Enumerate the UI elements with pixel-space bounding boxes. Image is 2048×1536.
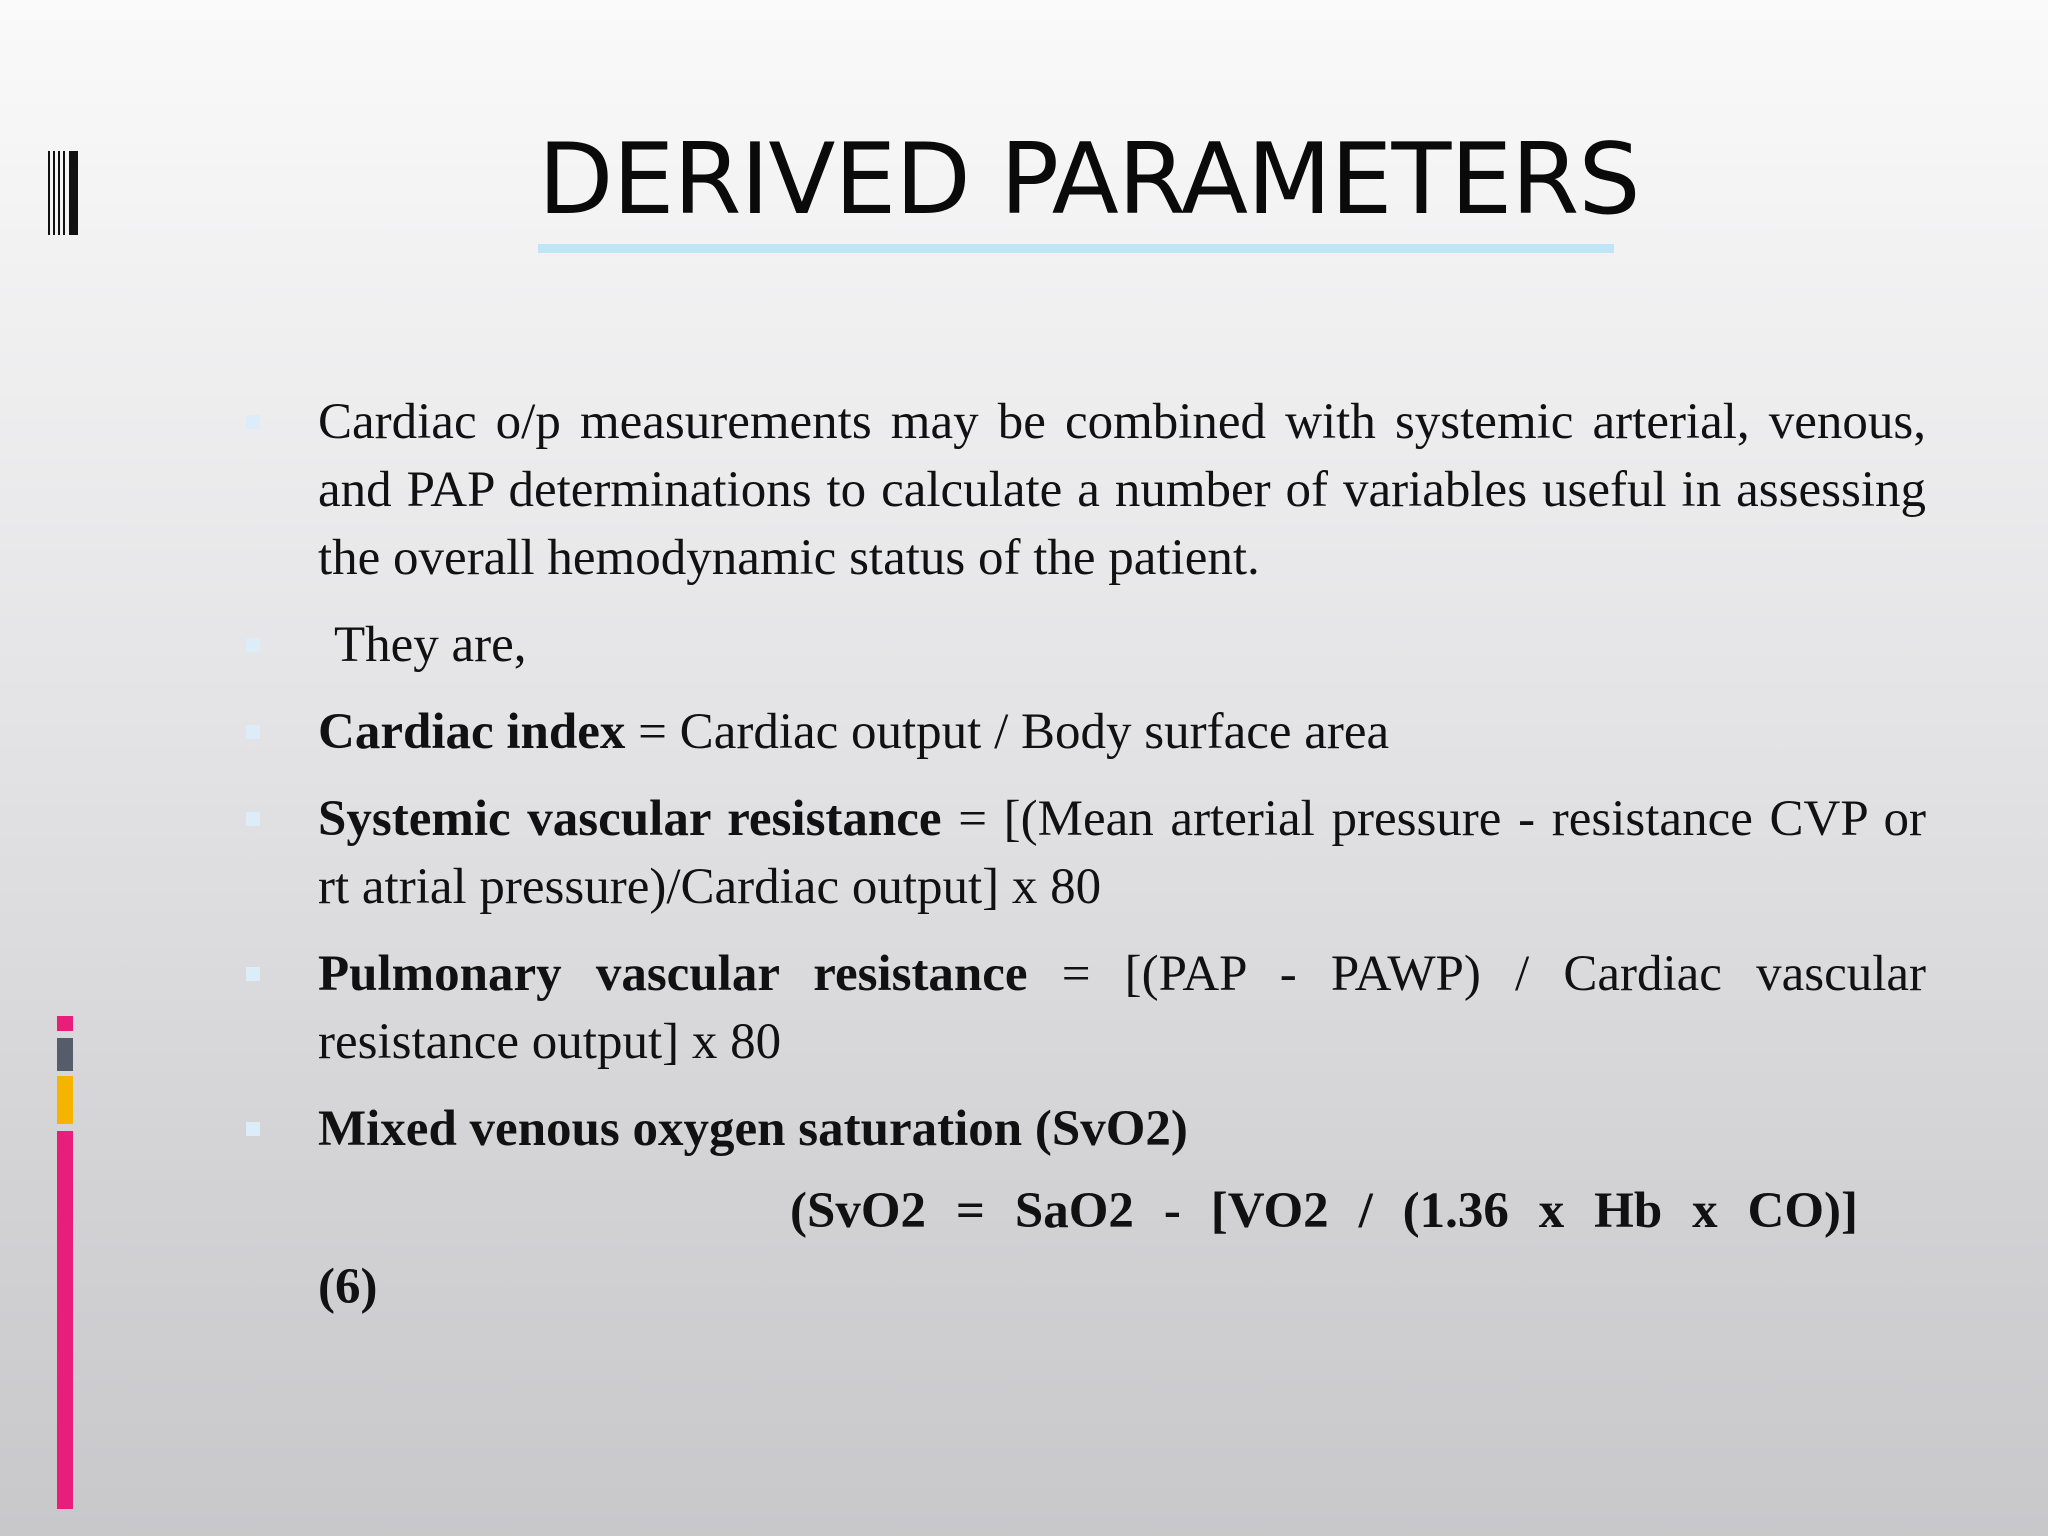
formula-block	[318, 1171, 1926, 1323]
accent-stripe-gold	[57, 1076, 73, 1124]
decor-bar	[53, 151, 55, 235]
bullet-item	[318, 611, 1926, 679]
accent-stripe-pink	[57, 1131, 73, 1509]
title-underline	[538, 244, 1614, 253]
bullet-item	[318, 1095, 1926, 1163]
bullet-text: = [(Mean arterial pressure - resistance CVP or rt atrial pressure)/Cardiac output] x 80	[318, 791, 1926, 915]
slide-decoration-bars	[48, 151, 81, 235]
bullet-term: Mixed venous oxygen saturation (SvO2)	[318, 1101, 1188, 1157]
bullet-list	[318, 388, 1926, 1323]
bullet-text: Cardiac o/p measurements may be combined with systemic arterial, venous, and PAP determinations to calculate a number of variables useful in assessing the overall hemodynamic status of the patient.	[318, 394, 1926, 586]
bullet-item	[318, 785, 1926, 921]
bullet-text: = Cardiac output / Body surface area	[625, 704, 1390, 760]
bullet-item	[318, 940, 1926, 1076]
decor-bar	[63, 151, 65, 235]
decor-bar	[58, 151, 60, 235]
bullet-item	[318, 388, 1926, 592]
formula-number: (6)	[318, 1259, 378, 1315]
bullet-text: = [(PAP - PAWP) / Cardiac vascular resistance output] x 80	[318, 946, 1926, 1070]
bullet-term: Pulmonary vascular resistance	[318, 946, 1028, 1002]
slide-title: DERIVED PARAMETERS	[538, 123, 1640, 237]
bullet-item	[318, 698, 1926, 766]
bullet-term: Cardiac index	[318, 704, 626, 760]
svo2-formula: (SvO2 = SaO2 - [VO2 / (1.36 x Hb x CO)]	[790, 1183, 1858, 1239]
accent-stripe-slate	[57, 1038, 73, 1071]
decor-bar	[48, 151, 50, 235]
accent-stripe-pink-top	[57, 1016, 73, 1031]
bullet-text: They are,	[334, 617, 527, 673]
decor-bar	[69, 151, 78, 235]
bullet-term: Systemic vascular resistance	[318, 791, 942, 847]
